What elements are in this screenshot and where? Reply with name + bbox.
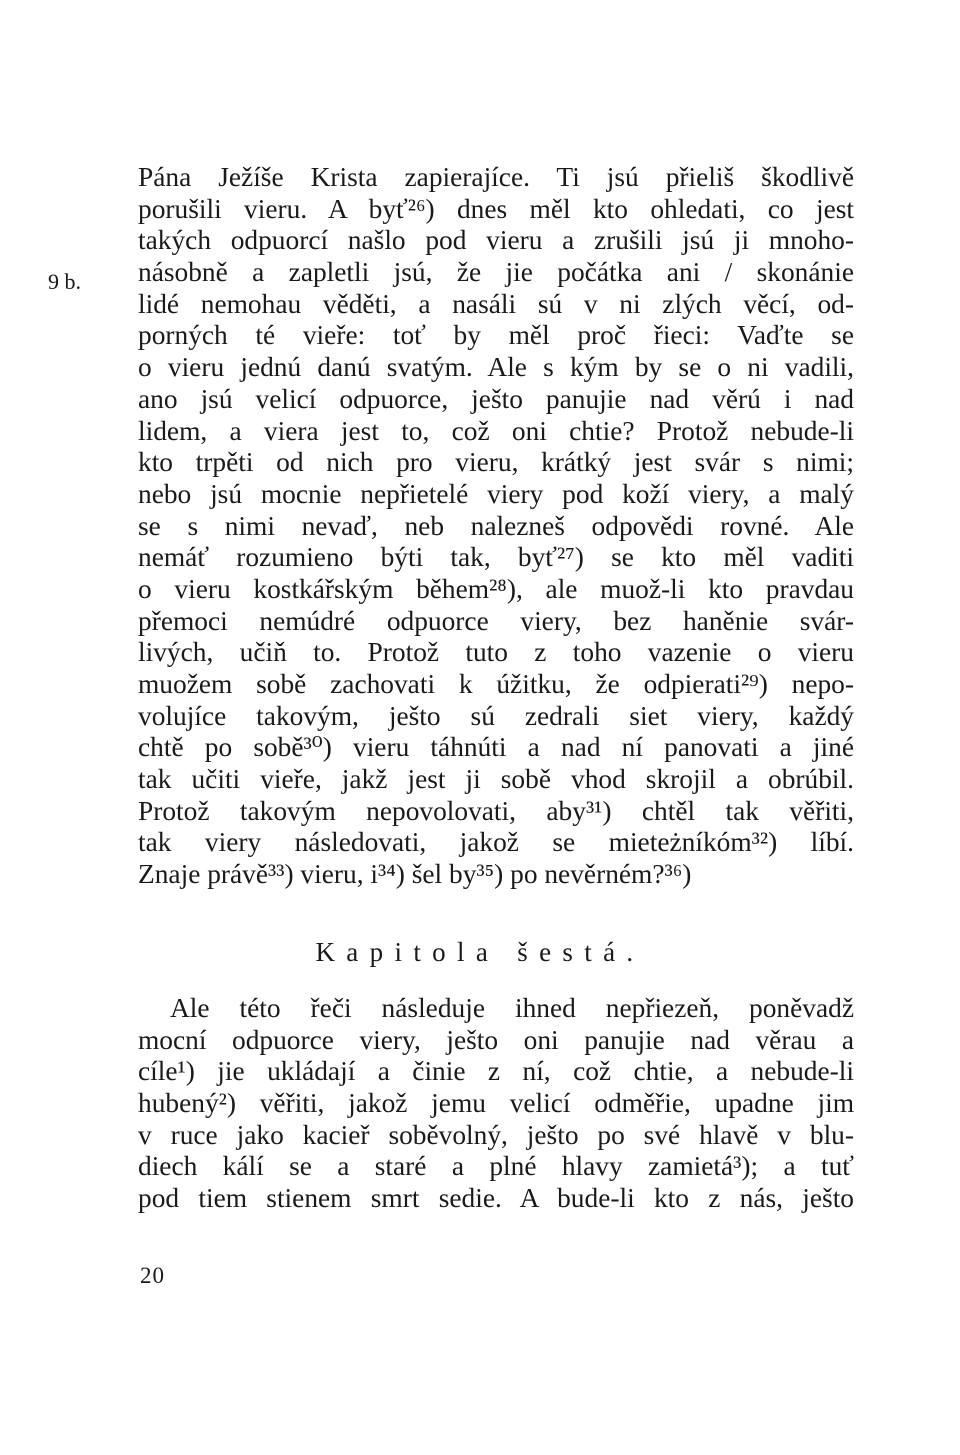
text-line: mocní odpuorce viery, ješto oni panujie nad věrau a	[138, 1024, 854, 1055]
text-line: kto trpěti od nich pro vieru, krátký jest svár s nimi;	[138, 447, 854, 478]
text-line: porušili vieru. A byť²⁶) dnes měl kto ohledati, co jest	[138, 193, 854, 224]
text-line: v ruce jako kacieř soběvolný, ješto po své hlavě v blu-	[138, 1119, 854, 1150]
margin-folio-note: 9 b.	[48, 269, 81, 294]
page-number: 20	[140, 1263, 165, 1288]
text-line: lidem, a viera jest to, což oni chtie? Protož nebude-li	[138, 415, 854, 446]
text-line: přemoci nemúdré odpuorce viery, bez haněnie svár-	[138, 605, 854, 636]
paragraph-chapter-start	[138, 993, 854, 1215]
text-line: lidé nemohau věděti, a nasáli sú v ni zlých věcí, od-	[138, 288, 854, 319]
text-line: tak viery následovati, jakož se mieteżníkóm³²) líbí.	[138, 827, 854, 858]
text-line: násobně a zapletli jsú, že jie počátka ani / skonánie	[138, 257, 854, 288]
paragraph-continuation	[138, 162, 854, 891]
text-line: diech kálí se a staré a plné hlavy zamietá³); a tuť	[138, 1151, 854, 1182]
text-line: pod tiem stienem smrt sedie. A bude-li kto z nás, ješto	[138, 1183, 854, 1214]
text-line: volujíce takovým, ješto sú zedrali siet viery, každý	[138, 700, 854, 731]
text-line: nemáť rozumieno býti tak, byť²⁷) se kto měl vaditi	[138, 542, 854, 573]
text-line: nebo jsú mocnie nepřietelé viery pod koží viery, a malý	[138, 478, 854, 509]
text-line: se s nimi nevaď, neb nalezneš odpovědi rovné. Ale	[138, 510, 854, 541]
text-line: cíle¹) jie ukládají a činie z ní, což chtie, a nebude-li	[138, 1056, 854, 1087]
text-line: Znaje právě³³) vieru, i³⁴) šel by³⁵) po nevěrném?³⁶)	[138, 859, 692, 890]
text-line: o vieru kostkářským během²⁸), ale muož-li kto pravdau	[138, 573, 854, 604]
text-line: muožem sobě zachovati k úžitku, že odpierati²⁹) nepo-	[138, 669, 854, 699]
text-line: Protož takovým nepovolovati, aby³¹) chtěl tak věřiti,	[138, 795, 854, 826]
text-line: Ale této řeči následuje ihned nepřiezeň, poněvadž	[170, 993, 854, 1023]
text-line: ano jsú velicí odpuorce, ješto panujie nad věrú i nad	[138, 383, 854, 414]
text-line: Pána Ježíše Krista zapierajíce. Ti jsú přieliš škodlivě	[138, 162, 854, 192]
text-line: livých, učiň to. Protož tuto z toho vazenie o vieru	[138, 637, 854, 668]
text-line: tak učiti vieře, jakž jest ji sobě vhod skrojil a obrúbil.	[138, 764, 854, 795]
text-line: takých odpuorcí našlo pod vieru a zrušili jsú ji mnoho-	[138, 225, 854, 256]
chapter-heading: Kapitola šestá.	[315, 937, 645, 967]
text-line: porných té vieře: toť by měl proč řieci: Vaďte se	[138, 320, 854, 351]
text-line: hubený²) věřiti, jakož jemu velicí odměřie, upadne jim	[138, 1088, 854, 1119]
text-line: o vieru jednú danú svatým. Ale s kým by se o ni vadili,	[138, 352, 854, 383]
text-line: chtě po sobě³⁰) vieru táhnúti a nad ní panovati a jiné	[138, 732, 854, 763]
